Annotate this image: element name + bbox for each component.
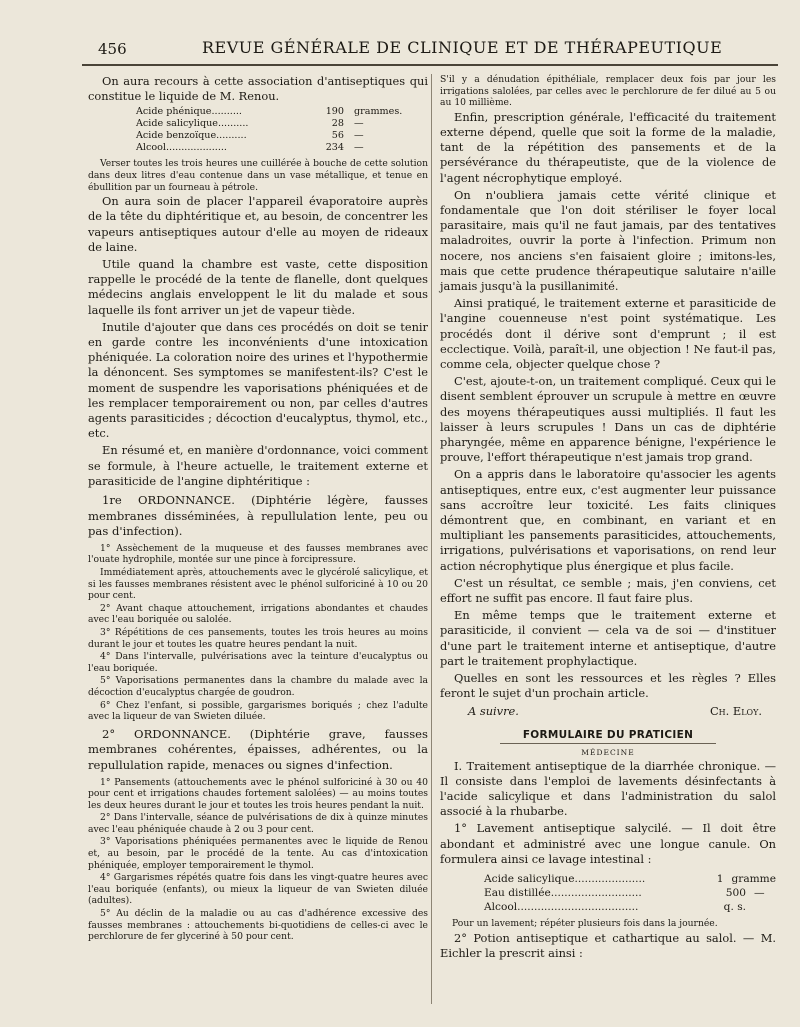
quantity: 500	[725, 886, 746, 899]
paragraph: 1° Lavement antiseptique salycilé. — Il doit être abondant et administré avec une longue canule. On formulera ainsi ce lavage intestinal :	[440, 821, 776, 866]
paragraph: En même temps que le traitement externe et parasiticide, il convient — cela va de soi — d'instituer d'une part le traitement interne et antiseptique, d'autre part le traitement prophylactique.	[440, 608, 776, 668]
ingredient: Acide salicylique.....................	[484, 872, 646, 885]
paragraph: Ainsi pratiqué, le traitement externe et parasiticide de l'angine couenneuse n'est point systématique. Les procédés dont il dérive sont d'emprunt ; il est ecclectique. Voilà, paraît-il, une objection ! Ne faut-il pas, comme cela, objecter quelque chose ?	[440, 296, 776, 372]
recipe-note: Verser toutes les trois heures une cuillérée à bouche de cette solution dans deux litres d'eau contenue dans un vase métallique, et tenue en ébullition par un fourneau à pétrole.	[88, 158, 428, 193]
ingredient: Acide phénique..........	[136, 106, 242, 118]
paragraph: C'est, ajoute-t-on, un traitement compliqué. Ceux qui le disent semblent éprouver un scrupule à mettre en œuvre des moyens thérapeutiques aussi multipliés. Il faut les laisser à leurs scrupules ! Dans un cas de diphtérie pharyngée, même en apparence bénigne, l'expérience le prouve, l'effort thérapeutique n'est jamais trop grand.	[440, 374, 776, 465]
paragraph-small: S'il y a dénudation épithéliale, remplacer deux fois par jour les irrigations salolées, par celles avec le perchlorure de fer dilué au 5 ou au 10 millième.	[440, 74, 776, 109]
ordonnance-1-item: 5° Vaporisations permanentes dans la chambre du malade avec la décoction d'eucalyptus chargée de goudron.	[88, 675, 428, 698]
paragraph: Enfin, prescription générale, l'efficacité du traitement externe dépend, quelle que soit la forme de la maladie, tant de la répétition des pansements et de la persévérance du thérapeutiste, que de la violence de l'agent nécrophytique employé.	[440, 109, 776, 185]
paragraph: On a appris dans le laboratoire qu'associer les agents antiseptiques, entre eux, c'est augmenter leur puissance sans accroître leur toxicité. Les faits cliniques démontrent que, en combinant, en variant et en multipliant les pansements parasiticides, attouchements, irrigations, pulvérisations et vaporisations, on rend leur action nécrophytique plus énergique et plus facile.	[440, 467, 776, 573]
ordonnance-2-item: 4° Gargarismes répétés quatre fois dans les vingt-quatre heures avec l'eau boriquée (enfants), ou mieux la liqueur de van Swieten diluée (adultes).	[88, 872, 428, 907]
ordonnance-1-item: 1° Assèchement de la muqueuse et des fausses membranes avec l'ouate hydrophile, montée sur une pince à forcipressure.	[88, 542, 428, 566]
ordonnance-2-item: 5° Au déclin de la maladie ou au cas d'adhérence excessive des fausses membranes : attouchements bi-quotidiens de celles-ci avec le perchlorure de fer glyceriné à 50 pour cent.	[88, 908, 428, 943]
ingredient: Alcool....................	[136, 142, 227, 154]
quantity: 1	[716, 872, 724, 885]
ingredient: Eau distillée...........................	[484, 886, 642, 899]
left-column	[88, 74, 428, 944]
ordonnance-1-item: 4° Dans l'intervalle, pulvérisations avec la teinture d'eucalyptus ou l'eau boriquée.	[88, 651, 428, 674]
ingredient: Acide benzoïque..........	[136, 130, 247, 142]
formula-row	[484, 901, 776, 915]
paragraph: C'est un résultat, ce semble ; mais, j'en conviens, cet effort ne suffit pas encore. Il faut faire plus.	[440, 575, 776, 606]
ordonnance-2-title: 2° ORDONNANCE. (Diphtérie grave, fausses membranes cohérentes, épaisses, adhérentes, ou la repullulation rapide, menaces ou signes d'infection.	[88, 726, 428, 772]
header-rule	[82, 64, 778, 66]
recipe-row	[136, 106, 428, 118]
paragraph: 2° Potion antiseptique et cathartique au salol. — M. Eichler la prescrit ainsi :	[440, 930, 776, 961]
unit: gramme	[731, 872, 776, 885]
ingredient: Alcool....................................	[484, 900, 639, 913]
page-number: 456	[98, 40, 127, 58]
unit: grammes.	[354, 106, 403, 118]
quantity: 190	[325, 106, 344, 118]
unit: —	[354, 118, 364, 130]
a-suivre: A suivre.	[468, 703, 519, 718]
paragraph: En résumé et, en manière d'ordonnance, voici comment se formule, à l'heure actuelle, le traitement externe et parasiticide de l'angine diphtéritique :	[88, 443, 428, 488]
paragraph: On aura recours à cette association d'antiseptiques qui constitue le liquide de M. Renou.	[88, 74, 428, 104]
formula-note: Pour un lavement; répéter plusieurs fois dans la journée.	[452, 918, 718, 930]
formulaire-item-title: I. Traitement antiseptique de la diarrhée chronique. — Il consiste dans l'emploi de lavements désinfectants à l'acide salicylique et dans l'administration du salol associé à la rhubarbe.	[440, 758, 776, 819]
signoff	[440, 704, 776, 719]
quantity: 56	[331, 130, 344, 142]
paragraph: On n'oubliera jamais cette vérité clinique et fondamentale que l'on doit stériliser le foyer local parasitaire, mais qu'il ne faut jamais, par des tentatives maladroites, ouvrir la porte à l'infection. Primum non nocere, nos anciens s'en faisaient gloire ; imitons-les, mais que cette prudence thérapeutique salutaire n'aille jamais jusqu'à la pusillanimité.	[440, 187, 776, 294]
unit: —	[754, 886, 765, 899]
ordonnance-1-item: Immédiatement après, attouchements avec le glycérolé salicylique, et si les fausses membranes résistent avec le phénol sulforiciné à 10 ou 20 pour cent.	[88, 567, 428, 602]
running-title: REVUE GÉNÉRALE DE CLINIQUE ET DE THÉRAPEUTIQUE	[202, 38, 723, 57]
ordonnance-1-title: 1re ORDONNANCE. (Diphtérie légère, fausses membranes disséminées, à repullulation lente, peu ou pas d'infection).	[88, 493, 428, 539]
quantity: 28	[331, 118, 344, 130]
ordonnance-1-item: 6° Chez l'enfant, si possible, gargarismes boriqués ; chez l'adulte avec la liqueur de van Swieten diluée.	[88, 699, 428, 723]
formula-lavement	[484, 873, 776, 914]
formula-row	[484, 887, 776, 901]
ordonnance-2-item: 3° Vaporisations phéniquées permanentes avec le liquide de Renou et, au besoin, par le procédé de la tente. Au cas d'intoxication phéniquée, employer temporairement le thymol.	[88, 836, 428, 871]
formulaire-subtitle: MÉDECINE	[581, 747, 635, 757]
ordonnance-2-item: 2° Dans l'intervalle, séance de pulvérisations de dix à quinze minutes avec l'eau phéniquée chaude à 2 ou 3 pour cent.	[88, 812, 428, 835]
paragraph: Inutile d'ajouter que dans ces procédés on doit se tenir en garde contre les inconvénients d'une intoxication phéniquée. La coloration noire des urines et l'hypothermie la dénoncent. Ses symptomes se manifestent-ils? C'est le moment de suspendre les vaporisations phéniquées et de les remplacer temporairement ou non, par celles d'autres agents parasiticides ; décoction d'eucalyptus, thymol, etc., etc.	[88, 319, 428, 441]
unit: —	[354, 130, 364, 142]
unit: —	[354, 142, 364, 154]
quantity: 234	[325, 142, 344, 154]
formulaire-title: FORMULAIRE DU PRATICIEN	[500, 729, 716, 744]
ordonnance-2-item: 1° Pansements (attouchements avec le phénol sulforiciné à 30 ou 40 pour cent et irrigations chaudes fortement salolées) — au moins toutes les deux heures durant le jour et toutes les trois heures pendant la nuit.	[88, 776, 428, 811]
right-column	[440, 74, 776, 963]
paragraph: Quelles en sont les ressources et les règles ? Elles feront le sujet d'un prochain article.	[440, 671, 776, 701]
recipe-row	[136, 142, 428, 154]
ordonnance-1-item: 2° Avant chaque attouchement, irrigations abondantes et chaudes avec l'eau boriquée ou salolée.	[88, 602, 428, 626]
recipe-renou	[136, 106, 428, 154]
ingredient: Acide salicylique..........	[136, 118, 249, 130]
page-header	[82, 34, 778, 64]
recipe-row	[136, 130, 428, 142]
recipe-row	[136, 118, 428, 130]
quantity: q. s.	[723, 900, 746, 913]
paragraph: On aura soin de placer l'appareil évaporatoire auprès de la tête du diphtéritique et, au besoin, de concentrer les vapeurs antiseptiques autour d'elle au moyen de rideaux de laine.	[88, 194, 428, 254]
author: Ch. Eloy.	[709, 703, 762, 718]
paragraph: Utile quand la chambre est vaste, cette disposition rappelle le procédé de la tente de flanelle, dont quelques médecins anglais enveloppent le lit du malade et sous laquelle ils font arriver un jet de vapeur tiède.	[88, 257, 428, 317]
ordonnance-1-item: 3° Répétitions de ces pansements, toutes les trois heures au moins durant le jour et toutes les quatre heures pendant la nuit.	[88, 626, 428, 650]
formula-row	[484, 873, 776, 887]
column-divider	[431, 74, 432, 1004]
